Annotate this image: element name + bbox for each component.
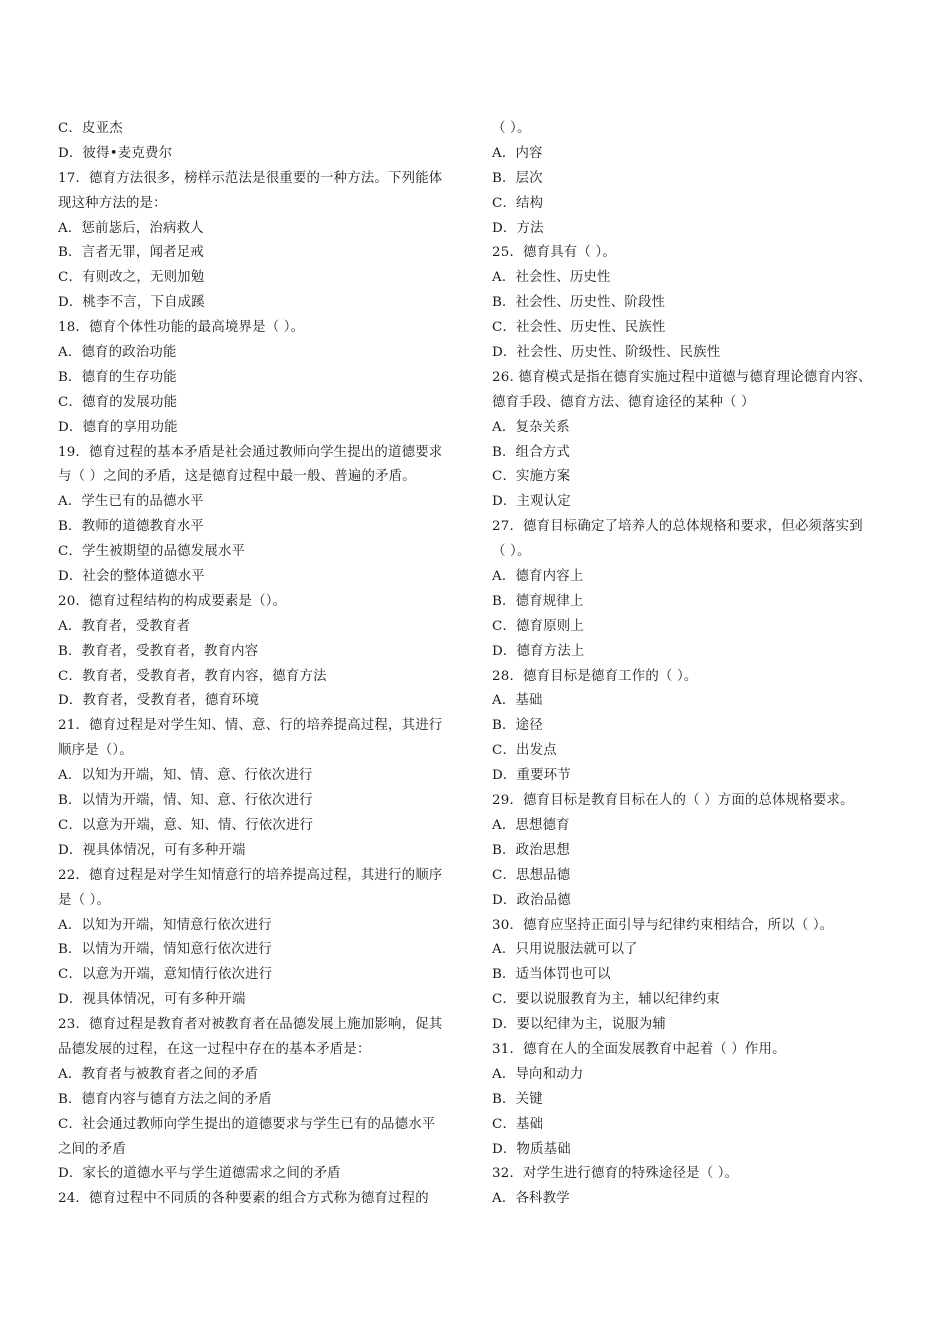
option-c: C．以意为开端，意、知、情、行依次进行 xyxy=(58,817,314,833)
option-c: C．要以说服教育为主，辅以纪律约束 xyxy=(492,992,720,1008)
option-b: B．层次 xyxy=(492,170,543,186)
option-c: C．以意为开端，意知情行依次进行 xyxy=(58,967,273,983)
option-b: B．以情为开端，情知意行依次进行 xyxy=(58,942,272,958)
option-c: C．社会性、历史性、民族性 xyxy=(492,320,666,336)
option-c: C．皮亚杰 xyxy=(58,121,123,136)
question-17: 17．德育方法很多，榜样示范法是很重要的一种方法。下列能体 xyxy=(58,170,443,186)
option-a: A．以知为开端，知、情、意、行依次进行 xyxy=(58,768,313,784)
right-column xyxy=(492,117,896,1212)
question-23-cont: 品德发展的过程，在这一过程中存在的基本矛盾是： xyxy=(58,1041,371,1057)
option-d: D．社会的整体道德水平 xyxy=(58,569,205,585)
left-column xyxy=(58,117,462,1212)
question-24: 24．德育过程中不同质的各种要素的组合方式称为德育过程的 xyxy=(58,1191,429,1207)
option-d: D．要以纪律为主，说服为辅 xyxy=(492,1017,667,1033)
question-31: 31．德育在人的全面发展教育中起着（ ）作用。 xyxy=(492,1041,786,1057)
option-c-cont: 之间的矛盾 xyxy=(58,1141,126,1157)
question-26: 26. 德育模式是指在德育实施过程中道德与德育理论德育内容、 xyxy=(492,369,872,385)
option-a: A．以知为开端，知情意行依次进行 xyxy=(58,917,272,933)
option-b: B．以情为开端，情、知、意、行依次进行 xyxy=(58,793,313,809)
option-c: C．基础 xyxy=(492,1116,544,1132)
option-b: B．德育规律上 xyxy=(492,593,584,609)
option-c: C．德育的发展功能 xyxy=(58,394,178,410)
option-b: B．教育者，受教育者，教育内容 xyxy=(58,643,259,659)
option-a: A．基础 xyxy=(492,693,543,709)
option-b: B．关键 xyxy=(492,1091,543,1107)
option-a: A．德育内容上 xyxy=(492,569,584,585)
option-d: D．社会性、历史性、阶级性、民族性 xyxy=(492,345,721,361)
option-c: C．有则改之，无则加勉 xyxy=(58,270,205,286)
option-c: C．学生被期望的品德发展水平 xyxy=(58,544,246,560)
option-c: C．思想品德 xyxy=(492,867,571,883)
option-a: A．各科教学 xyxy=(492,1191,570,1207)
option-c: C．德育原则上 xyxy=(492,618,584,634)
option-d: D．视具体情况，可有多种开端 xyxy=(58,992,246,1008)
option-c: C．实施方案 xyxy=(492,469,571,485)
option-d: D．重要环节 xyxy=(492,768,571,784)
question-21: 21．德育过程是对学生知、情、意、行的培养提高过程，其进行 xyxy=(58,718,443,734)
option-b: B．社会性、历史性、阶段性 xyxy=(492,295,666,311)
option-d: D．家长的道德水平与学生道德需求之间的矛盾 xyxy=(58,1166,341,1182)
option-a: A．内容 xyxy=(492,145,543,161)
option-b: B．教师的道德教育水平 xyxy=(58,519,204,535)
option-b: B．德育内容与德育方法之间的矛盾 xyxy=(58,1091,272,1107)
option-b: B．政治思想 xyxy=(492,842,570,858)
option-d: D．德育的享用功能 xyxy=(58,419,178,435)
option-a: A．教育者与被教育者之间的矛盾 xyxy=(58,1066,259,1082)
option-a: A．惩前毖后，治病救人 xyxy=(58,220,204,236)
option-d: D．桃李不言，下自成蹊 xyxy=(58,295,205,311)
option-d: D．物质基础 xyxy=(492,1141,571,1157)
option-d: D．彼得•麦克费尔 xyxy=(58,145,173,161)
option-b: B．德育的生存功能 xyxy=(58,369,177,385)
option-d: D．视具体情况，可有多种开端 xyxy=(58,842,246,858)
question-19-cont: 与（ ）之间的矛盾，这是德育过程中最一般、普遍的矛盾。 xyxy=(58,469,416,485)
question-25: 25．德育具有（ ）。 xyxy=(492,245,616,261)
question-24-cont: （ ）。 xyxy=(492,121,531,136)
option-c: C．社会通过教师向学生提出的道德要求与学生已有的品德水平 xyxy=(58,1116,436,1132)
question-27: 27．德育目标确定了培养人的总体规格和要求，但必须落实到 xyxy=(492,519,863,535)
option-b: B．途径 xyxy=(492,718,543,734)
question-22-cont: 是（ ）。 xyxy=(58,892,111,908)
option-c: C．结构 xyxy=(492,195,544,211)
option-b: B．言者无罪，闻者足戒 xyxy=(58,245,204,261)
question-22: 22．德育过程是对学生知情意行的培养提高过程，其进行的顺序 xyxy=(58,867,443,883)
question-23: 23．德育过程是教育者对被教育者在品德发展上施加影响，促其 xyxy=(58,1017,443,1033)
question-19: 19．德育过程的基本矛盾是社会通过教师向学生提出的道德要求 xyxy=(58,444,443,460)
option-a: A．思想德育 xyxy=(492,817,570,833)
question-18: 18．德育个体性功能的最高境界是（ ）。 xyxy=(58,320,305,336)
question-32: 32．对学生进行德育的特殊途径是（ ）。 xyxy=(492,1166,739,1182)
option-c: C．出发点 xyxy=(492,743,557,759)
question-21-cont: 顺序是（）。 xyxy=(58,743,133,759)
question-17-cont: 现这种方法的是： xyxy=(58,195,167,211)
option-d: D．教育者，受教育者，德育环境 xyxy=(58,693,260,709)
question-28: 28．德育目标是德育工作的（ ）。 xyxy=(492,668,698,684)
option-a: A．学生已有的品德水平 xyxy=(58,494,204,510)
option-d: D．政治品德 xyxy=(492,892,571,908)
option-a: A．教育者，受教育者 xyxy=(58,618,191,634)
option-d: D．德育方法上 xyxy=(492,643,585,659)
question-26-cont: 德育手段、德育方法、德育途径的某种（ ） xyxy=(492,394,755,410)
question-20: 20．德育过程结构的构成要素是（）。 xyxy=(58,593,287,609)
option-a: A．社会性、历史性 xyxy=(492,270,611,286)
option-d: D．主观认定 xyxy=(492,494,571,510)
option-b: B．组合方式 xyxy=(492,444,570,460)
option-d: D．方法 xyxy=(492,220,544,236)
option-b: B．适当体罚也可以 xyxy=(492,967,611,983)
option-a: A．导向和动力 xyxy=(492,1066,584,1082)
option-a: A．德育的政治功能 xyxy=(58,345,177,361)
option-a: A．只用说服法就可以了 xyxy=(492,942,638,958)
option-a: A．复杂关系 xyxy=(492,419,570,435)
question-27-cont: （ ）。 xyxy=(492,544,531,560)
option-c: C．教育者，受教育者，教育内容，德育方法 xyxy=(58,668,327,684)
question-30: 30．德育应坚持正面引导与纪律约束相结合，所以（ ）。 xyxy=(492,917,834,933)
question-29: 29．德育目标是教育目标在人的（ ）方面的总体规格要求。 xyxy=(492,793,854,809)
